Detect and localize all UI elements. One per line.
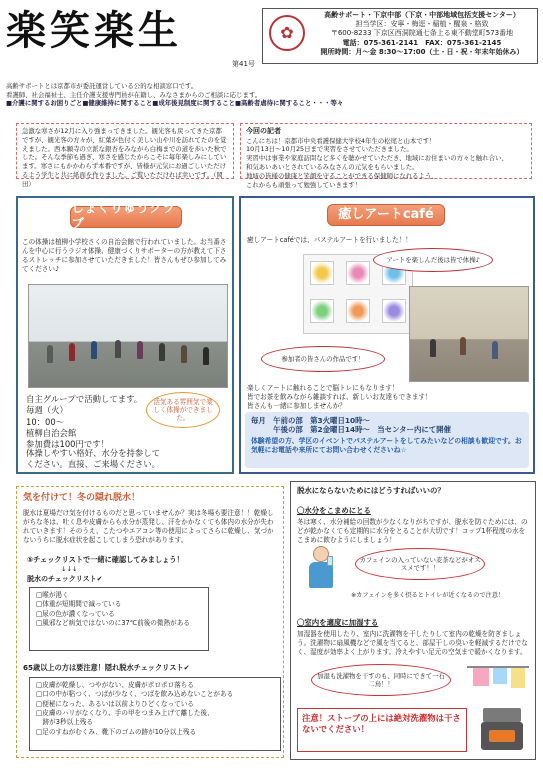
intro-text	[6, 82, 538, 108]
dehydration-checklist	[29, 587, 209, 651]
club-detail-line: 植柳自治会館	[26, 428, 77, 439]
club-detail-line: 参加費は100円です！	[26, 439, 109, 450]
stove-warning: 注意！ストーブの上には絶対洗濯物は干さないでください！	[297, 708, 467, 752]
artworks-caption-bubble: 参加者の皆さんの作品です！	[261, 346, 385, 372]
newsletter-title: 楽笑楽生	[6, 7, 182, 54]
club-detail-line: ください。直接、ご来場ください。	[26, 459, 160, 470]
club-detail-line: 10：00〜	[26, 416, 65, 427]
dehydration-description: 脱水は夏場だけ気を付けるものだと思っていませんか？実は冬場も要注意！！乾燥しがちな冬は、吐く息や皮膚からも水分が蒸発し、汗をかかなくても体内の水分が失われていきます！そのうえ、こたつやエアコン等の使用によってさらに乾燥し、気づかないうちに脱水症状を起こしてしまう恐れがあります。	[23, 509, 274, 544]
center-area: 担当学区：安寧・梅逕・稲植・醒泉・格致	[355, 20, 489, 29]
issue-number: 第41号	[232, 60, 255, 68]
check-item: □風邪など病気ではないのに37℃前後の微熱がある	[36, 619, 190, 628]
drinking-person-illustration	[301, 544, 341, 590]
shokuryu-lead: この体操は植柳小学校さくの自治会館で行われていました。お当番さんを中心に行うラジオ体操、健康づくりサポーターの方が教えて下さるストレッチに参加させていただきました！皆さんもぜひ参加してみてください♪	[22, 238, 227, 273]
intro-topics: ■介護に関するお困りごと■健康維持に関すること■成年後見制度に関すること■高齢者虐待に関すること・・・等々	[6, 99, 344, 108]
check-item: 跡が3秒以上残る	[36, 718, 93, 727]
checklist-title: 脱水のチェックリスト✔	[27, 575, 103, 583]
laundry-humidify-bubble: 加湿も洗濯物を干すのも、同時にできて一石二鳥！！	[311, 664, 451, 696]
winter-dehydration-section	[16, 486, 284, 758]
caffeine-note: ※カフェインを多く摂るとトイレが近くなるので注意！	[351, 592, 505, 599]
exercise-photo	[28, 284, 228, 388]
checklist-prompt: ⑤チェックリストで一緒に確認してみましょう！	[27, 555, 184, 564]
check-item: □体重が短期間で減っている	[36, 600, 122, 609]
art-cafe-description: 楽しくアートに触れることで脳トレにもなります！ 皆でお茶を飲みながら雑談すれば、新しいお友達もできます！ 皆さんも一緒に参加しませんか？	[247, 384, 432, 410]
center-name: 高齢サポート・下京中部（下京・中部地域包括支援センター）	[324, 11, 520, 19]
art-cafe-schedule-box	[245, 412, 529, 468]
tip-humidify-title: 〇室内を適度に加湿する	[297, 618, 379, 627]
club-detail-line: 自主グループで活動してます。	[26, 394, 143, 404]
center-logo-icon: ✿	[269, 15, 305, 51]
check-item: □皮膚が乾燥し、つやがない、皮膚がポロポロ落ちる	[36, 681, 194, 689]
check-item: □便秘になった、あるいは以前よりひどくなっている	[36, 699, 194, 708]
healing-art-cafe-panel	[239, 196, 535, 474]
dehydration-prevention-section	[290, 481, 536, 760]
center-info-box	[262, 8, 538, 64]
check-item: □喉が渇く	[36, 591, 69, 599]
reporter-heading: 今回の記者	[246, 127, 281, 135]
center-phone: 電話：075-361-2141 FAX：075-361-2145	[342, 38, 502, 47]
art-cafe-contact-note: 体験希望の方、学区のイベントでパステルアートをしてみたいなどの相談も歓迎です。お気軽にお電話や来所にてお問い合わせくださいね☆	[251, 436, 522, 454]
elderly-warning: 65歳以上の方は要注意！隠れ脱水チェックリスト✔	[23, 663, 190, 672]
club-detail-line: 体操しやすい格好、水分を持参して	[26, 448, 160, 458]
club-details-extra	[26, 448, 234, 471]
atmosphere-bubble: 活気ある雰囲気で楽しく体操ができました。	[146, 392, 220, 428]
student-reporter-note	[240, 123, 532, 189]
art-cafe-lead: 癒しアートcaféでは、パステルアートを行いました！！	[247, 236, 412, 244]
check-item: □皮膚のハリがなくなり、手の甲をつまみ上げて離した後、	[36, 709, 214, 718]
art-cafe-banner: 癒しアートcafé	[327, 204, 445, 226]
reporter-text: こんにちは！京都市中央看護保健大学校4年生の松尾と山本です！ 10月13日〜10月25日まで実習をさせていただきました。 実習中は事業や家庭訪問など多くを聴かせていただき、地域にお住まいの方々と触れ合い、 和気あいあいとされているみなさんの元気をもらいました。 地域の皆様の健康と笑顔を守ることができる保健師になれるよう、 これからも頑張って勉強していきます！	[246, 136, 508, 189]
shokuryu-club-banner: しょくりゅうクラブ	[70, 206, 182, 228]
group-exercise-photo	[409, 286, 529, 382]
check-item: □足のすねがむくみ、靴下のゴムの跡が10分以上残る	[36, 727, 197, 736]
prevention-title: 脱水にならないためにはどうすればいいの？	[297, 486, 445, 495]
stove-illustration	[475, 704, 529, 754]
club-detail-line: 毎週（火）	[26, 405, 68, 416]
shokuryu-club-panel	[16, 196, 234, 474]
exercise-after-art-bubble: アートを楽しんだ後は皆で体操♪	[373, 248, 493, 272]
center-address: 〒600-8233 下京区西洞院通七条上る東不動堂町573番地	[330, 29, 514, 38]
afternoon-session: 午後の部 第2金曜日14時〜 当センター内にて開催	[251, 425, 451, 435]
morning-session: 毎月 午前の部 第3火曜日10時〜	[251, 416, 370, 425]
down-arrows: ↓↓↓	[61, 565, 78, 573]
intro-description: 高齢サポートとは京都市が委託運営している公的な相談窓口です。 看護師、社会福祉士、主任介護支援専門員が在籍し、みなさまからのご相談に応じます。	[6, 82, 262, 99]
center-info	[309, 11, 535, 57]
editor-note: 急激な寒さが12月に入り強まってきました。観光客も戻ってきた京都ですが、観光客の方々が、紅葉が色付く美しい山や川を訪れてたのを覚えました。西本願寺の立派な銀杏をみながら白梅までの道を歩いた秋でした。そんな季節も過ぎ、寒さを感じたからこそに毎年楽しみにしています。寒さにもかかわらず本番ですが、皆様が元気にお過ごしいただけるよう学生と共に紙面を作りました。ご覧いただければ幸いです。（岡田）	[16, 123, 234, 179]
tip-water-text: 冬は寒く、水分補給の回数が少なくなりがちですが、脱水を防ぐためには、のどが乾かなくても定期的に水分をとることが大切です！コップ1杯程度の水をこまめに飲むようにしましょう！	[297, 518, 528, 544]
caffeine-free-tea-bubble: カフェインの入っていない麦茶などがオススメです！！	[355, 548, 485, 580]
laundry-illustration	[467, 660, 529, 702]
elderly-dehydration-checklist	[29, 677, 281, 751]
center-hours: 開所時間：月〜金 8:30〜17:00（土・日・祝・年末年始休み）	[320, 47, 524, 56]
check-item: □尿の色が濃くなっている	[36, 609, 115, 618]
tip-humidify-text: 加湿器を使用したり、室内に洗濯物を干したりして室内の乾燥を防ぎましょう。洗濯物に扇風機などで風を当てると、部屋干しの臭いを軽減するだけでなく、湿度が効率よく上がります。冷えやすい足元の空気まで暖かくなります。	[297, 630, 528, 656]
dehydration-title: 気を付けて！冬の隠れ脱水！	[23, 493, 141, 503]
tip-water-title: 〇水分をこまめにとる	[297, 506, 371, 515]
check-item: □口の中が粘つく、つばが少なく、つばを飲み込めないことがある	[36, 690, 234, 699]
club-details	[26, 394, 166, 451]
